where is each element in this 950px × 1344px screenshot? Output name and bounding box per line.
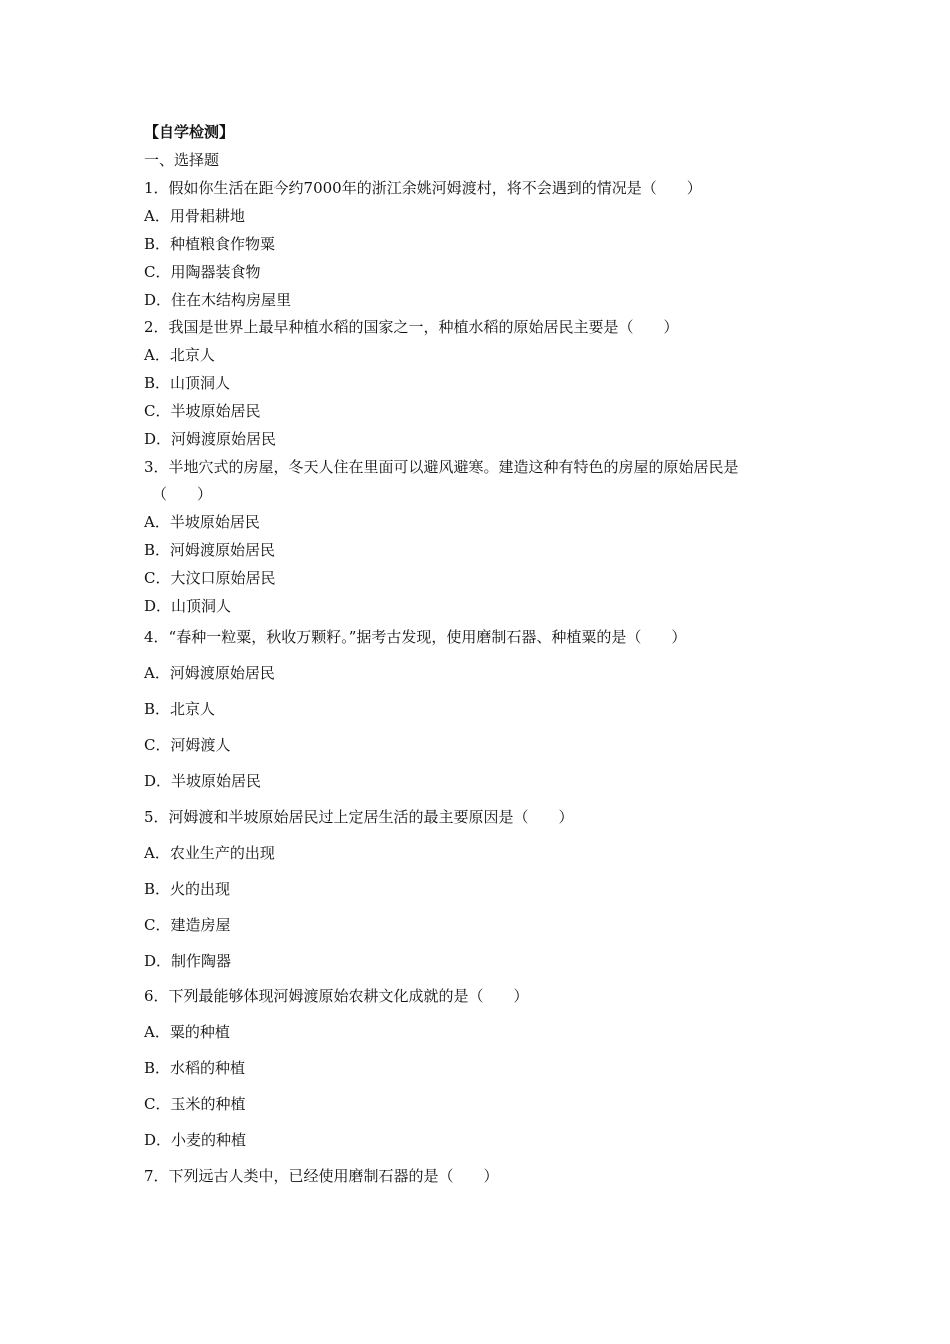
question-5-option-b: B．火的出现 xyxy=(144,880,231,898)
question-7-stem: 7．下列远古人类中，已经使用磨制石器的是（ ） xyxy=(144,1167,499,1185)
question-2-option-a: A．北京人 xyxy=(144,346,215,364)
question-2-option-d: D．河姆渡原始居民 xyxy=(144,430,277,448)
question-2-stem: 2．我国是世界上最早种植水稻的国家之一，种植水稻的原始居民主要是（ ） xyxy=(144,318,679,336)
question-4-stem: 4．“春种一粒粟，秋收万颗籽。”据考古发现，使用磨制石器、种植粟的是（ ） xyxy=(144,628,687,646)
section-title: 【自学检测】 xyxy=(144,123,235,141)
question-3-option-c: C．大汶口原始居民 xyxy=(144,569,276,587)
question-6-stem: 6．下列最能够体现河姆渡原始农耕文化成就的是（ ） xyxy=(144,987,529,1005)
question-6-option-d: D．小麦的种植 xyxy=(144,1131,247,1149)
question-4-option-c: C．河姆渡人 xyxy=(144,736,231,754)
question-3-option-a: A．半坡原始居民 xyxy=(144,513,260,531)
question-6-option-a: A．粟的种植 xyxy=(144,1023,230,1041)
question-1-option-c: C．用陶器装食物 xyxy=(144,263,261,281)
question-5-option-a: A．农业生产的出现 xyxy=(144,844,275,862)
question-4-option-a: A．河姆渡原始居民 xyxy=(144,664,275,682)
question-2-option-b: B．山顶洞人 xyxy=(144,374,231,392)
question-1-stem: 1．假如你生活在距今约7000年的浙江余姚河姆渡村，将不会遇到的情况是（ ） xyxy=(144,179,702,197)
question-2-option-c: C．半坡原始居民 xyxy=(144,402,261,420)
question-5-option-d: D．制作陶器 xyxy=(144,952,232,970)
question-3-stem-continued: （ ） xyxy=(152,485,213,503)
part-title: 一、选择题 xyxy=(144,151,220,169)
question-6-option-b: B．水稻的种植 xyxy=(144,1059,246,1077)
question-3-option-d: D．山顶洞人 xyxy=(144,597,232,615)
question-6-option-c: C．玉米的种植 xyxy=(144,1095,246,1113)
question-3-stem: 3．半地穴式的房屋，冬天人住在里面可以避风避寒。建造这种有特色的房屋的原始居民是 xyxy=(144,458,739,476)
question-1-option-d: D．住在木结构房屋里 xyxy=(144,291,292,309)
question-1-option-a: A．用骨耜耕地 xyxy=(144,207,245,225)
question-5-stem: 5．河姆渡和半坡原始居民过上定居生活的最主要原因是（ ） xyxy=(144,808,574,826)
question-5-option-c: C．建造房屋 xyxy=(144,916,231,934)
question-4-option-d: D．半坡原始居民 xyxy=(144,772,262,790)
question-1-option-b: B．种植粮食作物粟 xyxy=(144,235,276,253)
question-4-option-b: B．北京人 xyxy=(144,700,216,718)
question-3-option-b: B．河姆渡原始居民 xyxy=(144,541,276,559)
